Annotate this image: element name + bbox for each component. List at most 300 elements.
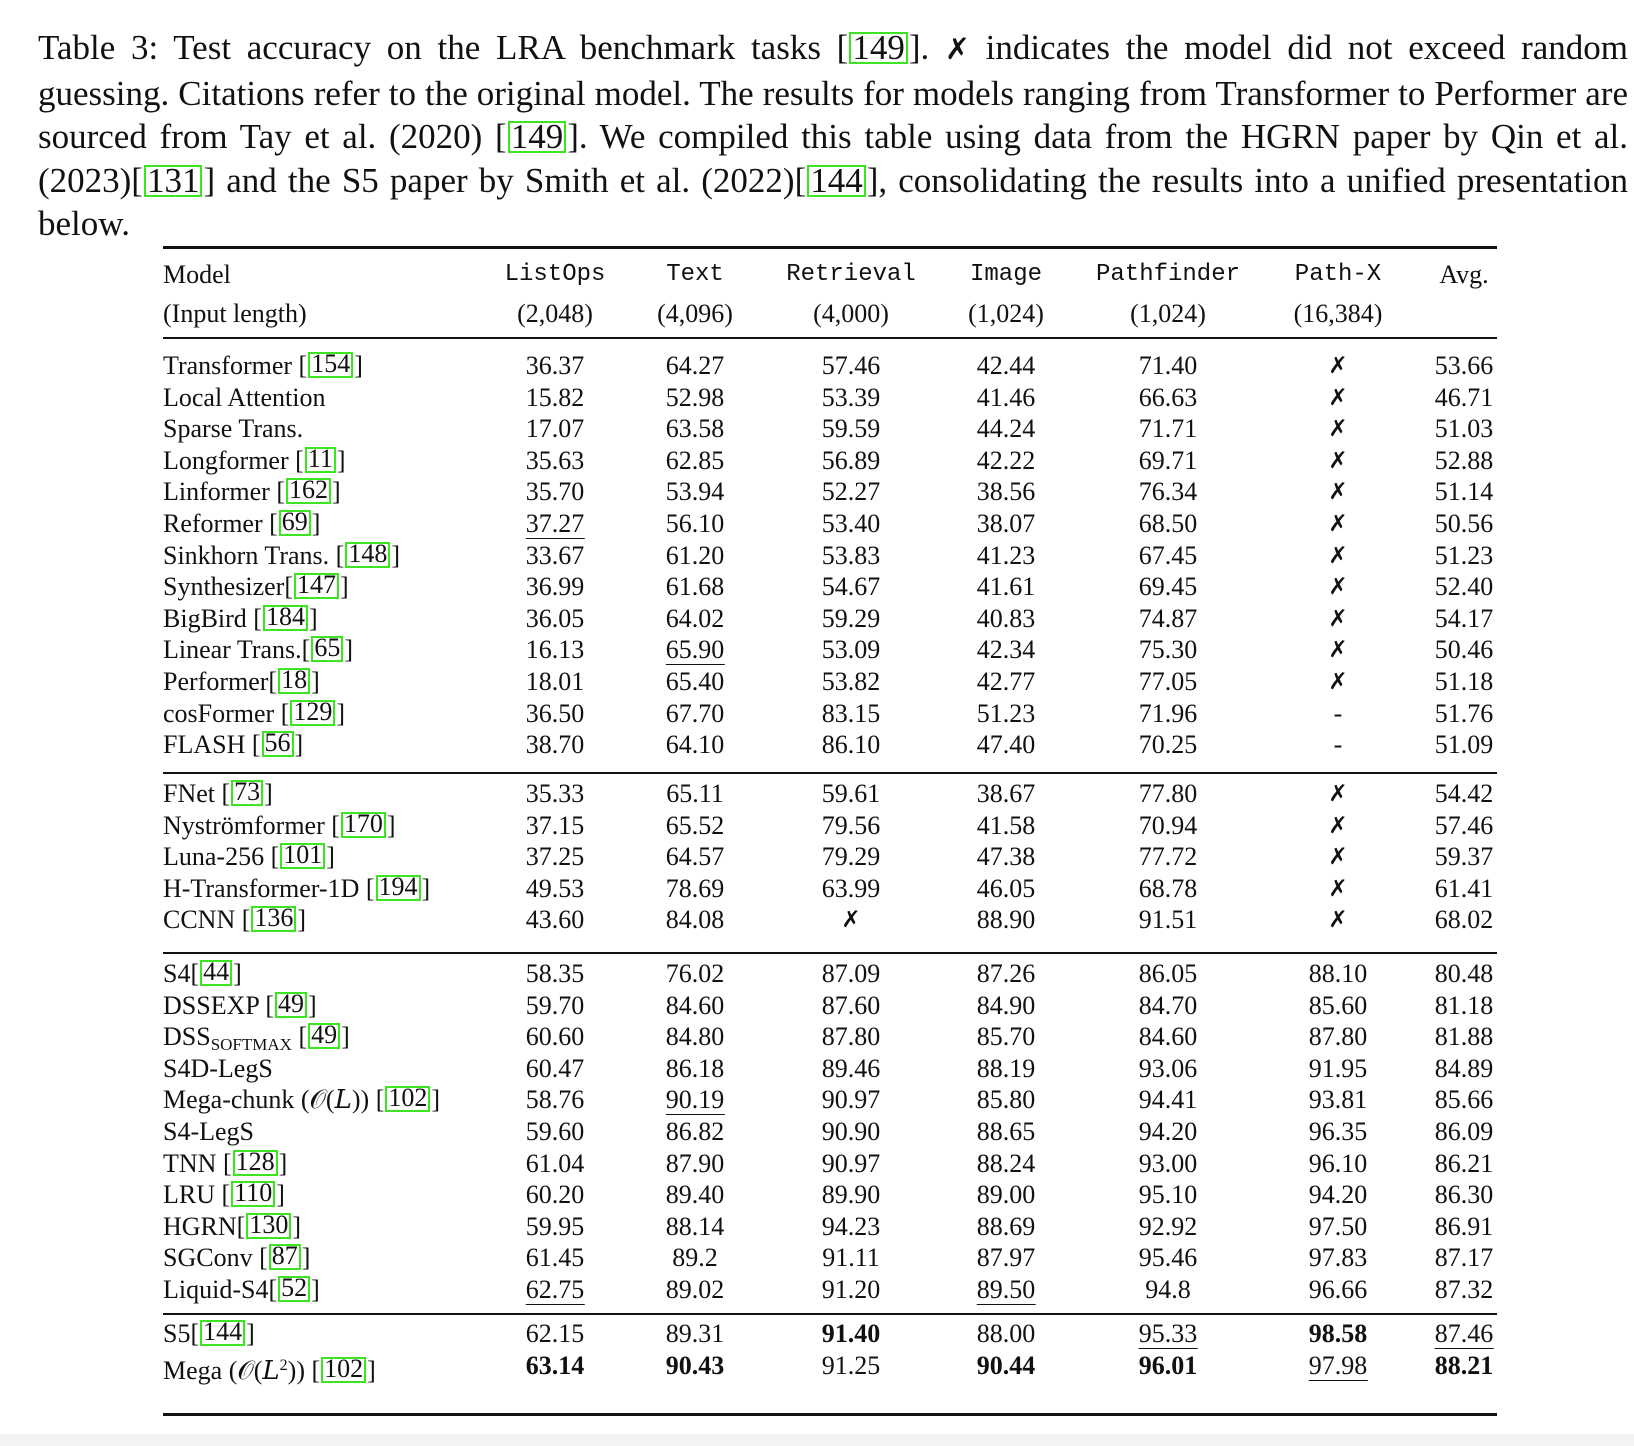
value-cell [1334, 698, 1343, 730]
value-cell [1435, 1179, 1494, 1211]
value-cell [666, 841, 725, 873]
model-name: Longformer [ 11 ] [163, 443, 346, 475]
value-cell [822, 508, 881, 540]
citation-link[interactable]: 148 [345, 542, 390, 568]
value-cell [666, 729, 725, 761]
value-text: 37.25 [525, 842, 585, 872]
header-length: (16,384) [1293, 299, 1383, 328]
value-text: 50.46 [1434, 635, 1494, 665]
value-text: ✗ [1328, 479, 1348, 506]
value-text: 62.85 [665, 445, 725, 475]
value-cell [666, 1211, 725, 1243]
value-text: 53.40 [821, 509, 881, 538]
table-row [163, 634, 1497, 666]
value-text: 86.10 [821, 730, 881, 760]
citation-link[interactable]: 144 [807, 165, 866, 197]
value-cell [1139, 958, 1198, 990]
value-cell [1435, 990, 1494, 1022]
value-text: 86.18 [665, 1053, 725, 1083]
model-name: Reformer [ 69 ] [163, 507, 321, 538]
value-cell [1139, 1211, 1198, 1243]
citation-link[interactable]: 147 [294, 573, 339, 599]
value-cell [526, 445, 585, 477]
table-row [163, 904, 1497, 936]
value-text: ✗ [1328, 511, 1348, 537]
value-text: 36.99 [525, 572, 585, 602]
table-row [163, 1021, 1497, 1053]
value-cell [977, 413, 1036, 445]
value-cell [1309, 1148, 1368, 1180]
value-cell [526, 810, 585, 842]
value-cell [822, 698, 881, 730]
value-text: ✗ [1328, 637, 1348, 664]
value-text: 67.70 [665, 698, 725, 728]
model-label: Liquid-S4 [163, 1275, 269, 1304]
value-text: 77.72 [1138, 842, 1198, 872]
header-pathfinder: Pathfinder [1095, 261, 1241, 288]
value-cell [666, 571, 725, 603]
value-text: 77.80 [1138, 779, 1198, 808]
model-label: Reformer [163, 509, 263, 538]
model-label: CCNN [163, 905, 236, 935]
value-cell [977, 1318, 1036, 1350]
value-cell [526, 413, 585, 445]
value-cell [822, 603, 881, 635]
table-row [163, 476, 1497, 508]
value-cell [1139, 698, 1198, 730]
value-text: 84.08 [665, 905, 725, 935]
value-text: 47.40 [976, 730, 1036, 760]
value-cell [1139, 508, 1198, 540]
value-cell [977, 778, 1036, 810]
value-text: 87.80 [821, 1022, 881, 1052]
value-text: 91.11 [822, 1243, 880, 1273]
value-cell [822, 1211, 881, 1243]
value-cell [666, 508, 725, 540]
value-cell [1139, 350, 1198, 382]
value-text: 69.45 [1138, 572, 1198, 602]
model-name: FNet [ 73 ] [163, 777, 273, 808]
value-cell [666, 634, 725, 666]
value-text: 88.10 [1308, 959, 1368, 988]
value-cell [822, 1084, 881, 1116]
value-cell [1435, 1084, 1494, 1116]
value-cell [526, 508, 585, 540]
page-edge [0, 1434, 1634, 1446]
value-cell [1139, 1350, 1198, 1382]
value-text: 38.56 [976, 477, 1036, 507]
model-name: BigBird [ 184 ] [163, 601, 318, 633]
table-row [163, 603, 1497, 635]
value-text: 87.26 [976, 959, 1036, 988]
value-text: - [1333, 730, 1343, 760]
value-cell [977, 1053, 1036, 1085]
model-label: HGRN [163, 1211, 237, 1241]
value-text: 92.92 [1138, 1211, 1198, 1241]
model-label: FLASH [163, 730, 246, 760]
table-row [163, 1211, 1497, 1243]
citation-link[interactable]: 102 [385, 1086, 430, 1112]
value-text: 91.20 [821, 1275, 881, 1304]
value-cell [1145, 1274, 1191, 1306]
model-label: FNet [163, 779, 215, 808]
value-cell [1309, 990, 1368, 1022]
citation-link[interactable]: 44 [200, 960, 232, 986]
header-image: Image [969, 261, 1043, 288]
value-text: 87.97 [976, 1243, 1036, 1273]
value-cell [977, 990, 1036, 1022]
value-text: ✗ [1328, 447, 1348, 474]
value-text: 65.11 [666, 779, 724, 808]
value-cell [666, 1148, 725, 1180]
value-cell [1309, 1350, 1368, 1382]
value-text: 70.25 [1138, 730, 1198, 760]
value-cell [1139, 634, 1198, 666]
value-text: 38.70 [525, 730, 585, 760]
value-cell [1309, 1116, 1368, 1148]
value-cell [526, 958, 585, 990]
value-cell [1139, 413, 1198, 445]
citation-link[interactable]: 149 [508, 121, 567, 153]
model-label: H-Transformer-1D [163, 873, 360, 903]
model-name: SGConv [ 87 ] [163, 1241, 311, 1273]
value-text: 87.80 [1308, 1022, 1368, 1052]
value-text: 95.33 [1138, 1319, 1198, 1348]
value-text: 53.82 [821, 667, 881, 696]
value-text: 58.35 [525, 959, 585, 988]
citation-link[interactable]: 110 [231, 1181, 275, 1207]
value-cell [977, 958, 1036, 990]
value-text: 71.71 [1138, 414, 1198, 444]
value-text: 85.66 [1434, 1085, 1494, 1115]
value-cell [977, 904, 1036, 936]
citation-link[interactable]: 49 [275, 992, 307, 1018]
header-length: (1,024) [968, 299, 1044, 328]
value-text: 89.02 [665, 1275, 725, 1304]
caption-text: ]. [908, 28, 945, 67]
value-text: 89.40 [665, 1180, 725, 1210]
value-text: 75.30 [1138, 635, 1198, 665]
value-cell [822, 1274, 881, 1306]
caption-text: ], consolidating the results into a unified presentation below. [38, 160, 1628, 243]
citation-link[interactable]: 136 [251, 906, 296, 932]
cross-mark-icon [1328, 350, 1347, 382]
caption-text: Table 3: Test accuracy on the LRA benchmark tasks [ [38, 28, 849, 67]
value-cell [1309, 1318, 1368, 1350]
value-text: 36.50 [525, 698, 585, 728]
citation-link[interactable]: 131 [144, 165, 203, 197]
value-text: 68.78 [1138, 873, 1198, 903]
value-text: 42.77 [976, 667, 1036, 696]
value-text: 86.91 [1434, 1211, 1494, 1241]
citation-link[interactable]: 162 [286, 478, 331, 504]
value-cell [1435, 698, 1494, 730]
value-cell [977, 445, 1036, 477]
citation-link[interactable]: 87 [269, 1244, 301, 1270]
value-cell [1309, 1274, 1368, 1306]
value-text: 53.39 [821, 382, 881, 412]
group-separator-rule [163, 772, 1497, 774]
value-cell [1139, 778, 1198, 810]
citation-link[interactable]: 101 [280, 843, 325, 869]
value-cell [1435, 729, 1494, 761]
value-text: 88.65 [976, 1117, 1036, 1146]
value-text: 62.15 [525, 1319, 585, 1348]
value-cell [1435, 778, 1494, 810]
value-cell [977, 508, 1036, 540]
value-cell [526, 729, 585, 761]
table-row [163, 729, 1497, 761]
value-text: 51.09 [1434, 730, 1494, 760]
value-cell [822, 1148, 881, 1180]
value-text: 37.15 [525, 810, 585, 840]
model-label: S5 [163, 1319, 191, 1348]
model-label: S4D-LegS [163, 1053, 273, 1083]
value-text: - [1333, 698, 1343, 728]
model-name: H-Transformer-1D [ 194 ] [163, 871, 431, 903]
value-text: 94.23 [821, 1211, 881, 1241]
value-cell [666, 958, 725, 990]
value-cell [1139, 571, 1198, 603]
value-cell [1435, 508, 1494, 540]
header-retrieval: Retrieval [786, 261, 916, 288]
model-name: DSSEXP [ 49 ] [163, 988, 317, 1020]
value-cell [1139, 1242, 1198, 1274]
model-label: Nyströmformer [163, 810, 325, 840]
value-cell [977, 1179, 1036, 1211]
value-cell [1139, 476, 1198, 508]
table-top-rule [163, 246, 1497, 249]
value-cell [977, 540, 1036, 572]
value-text: 90.43 [665, 1350, 725, 1380]
table-row [163, 841, 1497, 873]
value-text: 47.38 [976, 842, 1036, 872]
value-text: 93.06 [1138, 1053, 1198, 1083]
value-cell [977, 1350, 1036, 1382]
value-cell [822, 990, 881, 1022]
model-name [163, 1053, 273, 1085]
citation-link[interactable]: 56 [262, 731, 294, 757]
value-cell [822, 873, 881, 905]
citation-link[interactable]: 144 [200, 1320, 245, 1346]
cross-mark-icon [1328, 634, 1347, 666]
value-cell [977, 634, 1036, 666]
value-text: ✗ [1328, 781, 1348, 807]
model-label: Synthesizer [163, 572, 285, 602]
value-cell [1309, 958, 1368, 990]
model-name [163, 1116, 254, 1148]
citation-link[interactable]: 52 [278, 1276, 310, 1302]
cross-mark-icon [1328, 810, 1347, 842]
citation-link[interactable]: 184 [263, 605, 308, 631]
value-cell [666, 1179, 725, 1211]
value-cell [822, 810, 881, 842]
cross-mark-icon [1328, 540, 1347, 572]
value-text: 94.41 [1138, 1085, 1198, 1115]
value-cell [666, 1116, 725, 1148]
value-text: 89.46 [821, 1053, 881, 1083]
value-cell [666, 698, 725, 730]
value-cell [1435, 445, 1494, 477]
value-cell [822, 445, 881, 477]
citation-link[interactable]: 49 [308, 1023, 340, 1049]
value-text: 64.02 [665, 603, 725, 633]
model-name: TNN [ 128 ] [163, 1146, 288, 1178]
value-text: 86.21 [1434, 1148, 1494, 1178]
header-length: (1,024) [1130, 299, 1206, 328]
value-text: 18.01 [525, 667, 585, 696]
value-text: 71.40 [1138, 351, 1198, 380]
value-text: 57.46 [821, 351, 881, 380]
value-cell [822, 1179, 881, 1211]
value-cell [822, 1318, 881, 1350]
citation-link[interactable]: 102 [321, 1357, 366, 1383]
value-text: 84.70 [1138, 990, 1198, 1020]
model-label: S4 [163, 959, 191, 988]
value-text: 96.10 [1308, 1148, 1368, 1178]
model-name: Nyströmformer [ 170 ] [163, 808, 396, 840]
model-label: Mega (𝒪(𝐿 [163, 1355, 280, 1385]
cross-mark-icon [1328, 508, 1347, 540]
model-name: Luna-256 [ 101 ] [163, 840, 335, 872]
value-text: 86.09 [1434, 1117, 1494, 1146]
caption-text: ]. We compiled this table using data from the HGRN paper by Qin et al. (2023)[ [38, 117, 1629, 200]
value-cell [526, 990, 585, 1022]
value-text: 52.27 [821, 477, 881, 507]
value-text: 85.70 [976, 1022, 1036, 1052]
value-text: 98.58 [1308, 1319, 1368, 1348]
value-text: 83.15 [821, 698, 881, 728]
value-cell [666, 445, 725, 477]
value-text: 86.82 [665, 1117, 725, 1146]
value-text: 41.23 [976, 540, 1036, 570]
header-model: Model [163, 260, 231, 289]
value-cell [822, 634, 881, 666]
model-label: Linear Trans. [163, 635, 302, 665]
value-cell [1309, 1211, 1368, 1243]
value-cell [666, 778, 724, 810]
group-separator-rule [163, 952, 1497, 954]
value-text: 81.18 [1434, 990, 1494, 1020]
table-row [163, 873, 1497, 905]
value-text: 16.13 [525, 635, 585, 665]
value-cell [1139, 1053, 1198, 1085]
value-text: 52.98 [665, 382, 725, 412]
value-cell [1435, 1148, 1494, 1180]
value-text: 79.29 [821, 842, 881, 872]
value-cell [1309, 1021, 1368, 1053]
value-text: 85.60 [1308, 990, 1368, 1020]
value-text: 41.61 [976, 572, 1036, 602]
value-text: 87.60 [821, 990, 881, 1020]
value-cell [977, 873, 1036, 905]
model-label: LRU [163, 1180, 215, 1210]
value-text: ✗ [1328, 844, 1348, 871]
model-label: SGConv [163, 1243, 253, 1273]
model-label: Linformer [163, 477, 270, 507]
citation-link[interactable]: 65 [311, 636, 343, 662]
value-text: 76.02 [665, 959, 725, 988]
value-cell [977, 1242, 1036, 1274]
value-text: ✗ [1328, 353, 1348, 379]
value-text: 44.24 [976, 414, 1036, 444]
value-cell [1309, 1179, 1368, 1211]
value-cell [977, 698, 1036, 730]
citation-link[interactable]: 73 [231, 780, 263, 806]
value-text: 91.51 [1138, 905, 1198, 935]
citation-link[interactable]: 130 [246, 1213, 291, 1239]
value-cell [977, 1116, 1036, 1148]
value-text: 95.46 [1138, 1243, 1198, 1273]
citation-link[interactable]: 149 [849, 32, 908, 64]
value-text: 97.83 [1308, 1243, 1368, 1273]
caption-text: ] and the S5 paper by Smith et al. (2022)[ [203, 160, 807, 200]
cross-mark-icon [1328, 873, 1347, 905]
value-cell [666, 382, 725, 414]
table-row [163, 1053, 1497, 1085]
model-subscript: SOFTMAX [210, 1035, 292, 1055]
model-label: BigBird [163, 603, 247, 633]
value-text: 64.10 [665, 730, 725, 760]
value-text: 91.25 [821, 1350, 881, 1380]
value-text: 38.67 [976, 779, 1036, 808]
value-cell [822, 540, 881, 572]
model-name: cosFormer [ 129 ] [163, 696, 346, 728]
value-cell [1435, 1350, 1494, 1382]
value-text: 41.46 [976, 382, 1036, 412]
model-name: HGRN[ 130 ] [163, 1209, 302, 1241]
value-text: ✗ [1328, 875, 1348, 902]
model-label: S4-LegS [163, 1117, 254, 1146]
value-text: 61.68 [665, 572, 725, 602]
model-label: Local Attention [163, 382, 326, 412]
value-text: 87.09 [821, 959, 881, 988]
value-cell [1139, 1148, 1198, 1180]
value-cell [666, 666, 725, 698]
value-cell [822, 350, 881, 382]
header-listops: ListOps [504, 261, 606, 288]
citation-link[interactable]: 69 [279, 510, 311, 536]
value-text: ✗ [1328, 605, 1348, 632]
citation-link[interactable]: 170 [341, 812, 386, 838]
value-cell [526, 634, 585, 666]
value-cell [977, 1274, 1036, 1306]
citation-link[interactable]: 154 [308, 352, 353, 378]
value-text: 37.27 [525, 509, 585, 538]
citation-link[interactable]: 194 [376, 875, 421, 901]
citation-link[interactable]: 18 [278, 668, 310, 694]
value-cell [526, 1350, 585, 1382]
value-text: 42.22 [976, 445, 1036, 475]
citation-link[interactable]: 11 [305, 447, 336, 473]
value-text: 51.03 [1434, 414, 1494, 444]
value-text: 35.33 [525, 779, 585, 808]
value-text: 94.8 [1145, 1275, 1191, 1304]
citation-link[interactable]: 128 [233, 1150, 278, 1176]
header-length: (4,000) [813, 299, 889, 328]
value-cell [526, 666, 585, 698]
value-cell [977, 476, 1036, 508]
model-name: Linformer [ 162 ] [163, 475, 341, 507]
value-cell [822, 1350, 881, 1382]
model-name: CCNN [ 136 ] [163, 903, 307, 935]
citation-link[interactable]: 129 [290, 700, 335, 726]
value-cell [1435, 1211, 1494, 1243]
table-row [163, 413, 1497, 445]
header-text: Text [666, 261, 724, 288]
model-superscript: 2 [279, 1356, 288, 1374]
value-cell [1139, 873, 1198, 905]
